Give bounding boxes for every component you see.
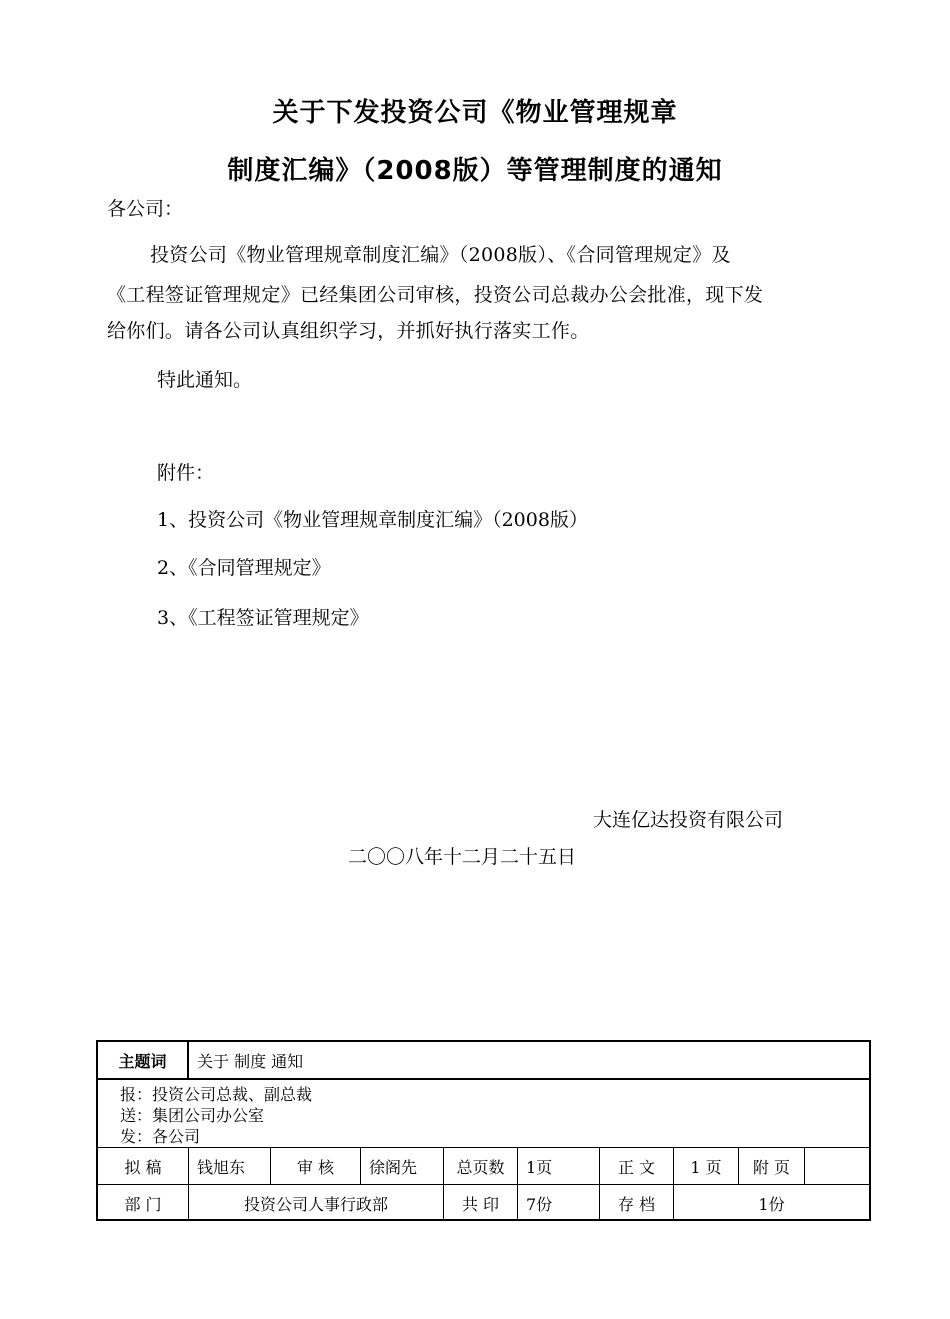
body-line-1: 投资公司《物业管理规章制度汇编》（2008版）、《合同管理规定》及 — [150, 244, 731, 266]
keyword-value: 关于 制度 通知 — [197, 1051, 304, 1071]
body-pages-label: 正 文 — [600, 1148, 674, 1184]
attachment-item: 2、《合同管理规定》 — [157, 557, 331, 579]
appendix-label: 附 页 — [739, 1148, 805, 1184]
department-row — [98, 1185, 869, 1221]
copies-value: 7份 — [518, 1185, 600, 1221]
archive-value: 1份 — [758, 1194, 785, 1214]
issuer-name: 大连亿达投资有限公司 — [593, 809, 784, 831]
attachment-item: 3、《工程签证管理规定》 — [157, 607, 369, 629]
title-line-2: 制度汇编》（2008版）等管理制度的通知 — [227, 156, 723, 186]
total-pages-value: 1页 — [518, 1148, 600, 1184]
attachment-item: 1、投资公司《物业管理规章制度汇编》（2008版） — [157, 509, 588, 531]
salutation: 各公司： — [107, 198, 184, 220]
issue-to: 发：各公司 — [120, 1127, 201, 1146]
reviewer-label: 审 核 — [271, 1148, 361, 1184]
keyword-label: 主题词 — [98, 1042, 189, 1078]
send-to: 送：集团公司办公室 — [120, 1106, 265, 1125]
appendix-value — [805, 1148, 869, 1184]
closing: 特此通知。 — [157, 369, 253, 391]
approval-row — [98, 1148, 869, 1185]
drafter-label: 拟 稿 — [98, 1148, 189, 1184]
issue-date: 二〇〇八年十二月二十五日 — [348, 846, 577, 868]
dept-value: 投资公司人事行政部 — [189, 1185, 444, 1221]
title-line-1: 关于下发投资公司《物业管理规章 — [272, 98, 678, 128]
distribution-row — [98, 1080, 869, 1148]
body-pages-value: 1 页 — [674, 1148, 739, 1184]
drafter-value: 钱旭东 — [189, 1148, 271, 1184]
dept-label: 部 门 — [98, 1185, 189, 1221]
report-to: 报：投资公司总裁、副总裁 — [120, 1085, 313, 1104]
body-line-3: 给你们。请各公司认真组织学习，并抓好执行落实工作。 — [107, 320, 590, 342]
attachments-label: 附件： — [157, 462, 215, 484]
copies-label: 共 印 — [444, 1185, 518, 1221]
keyword-row — [98, 1042, 869, 1080]
body-line-2: 《工程签证管理规定》已经集团公司审核，投资公司总裁办公会批准，现下发 — [107, 284, 764, 306]
archive-label: 存 档 — [600, 1185, 674, 1221]
total-pages-label: 总页数 — [444, 1148, 518, 1184]
document-form-table — [96, 1040, 871, 1221]
reviewer-value: 徐阁先 — [361, 1148, 444, 1184]
